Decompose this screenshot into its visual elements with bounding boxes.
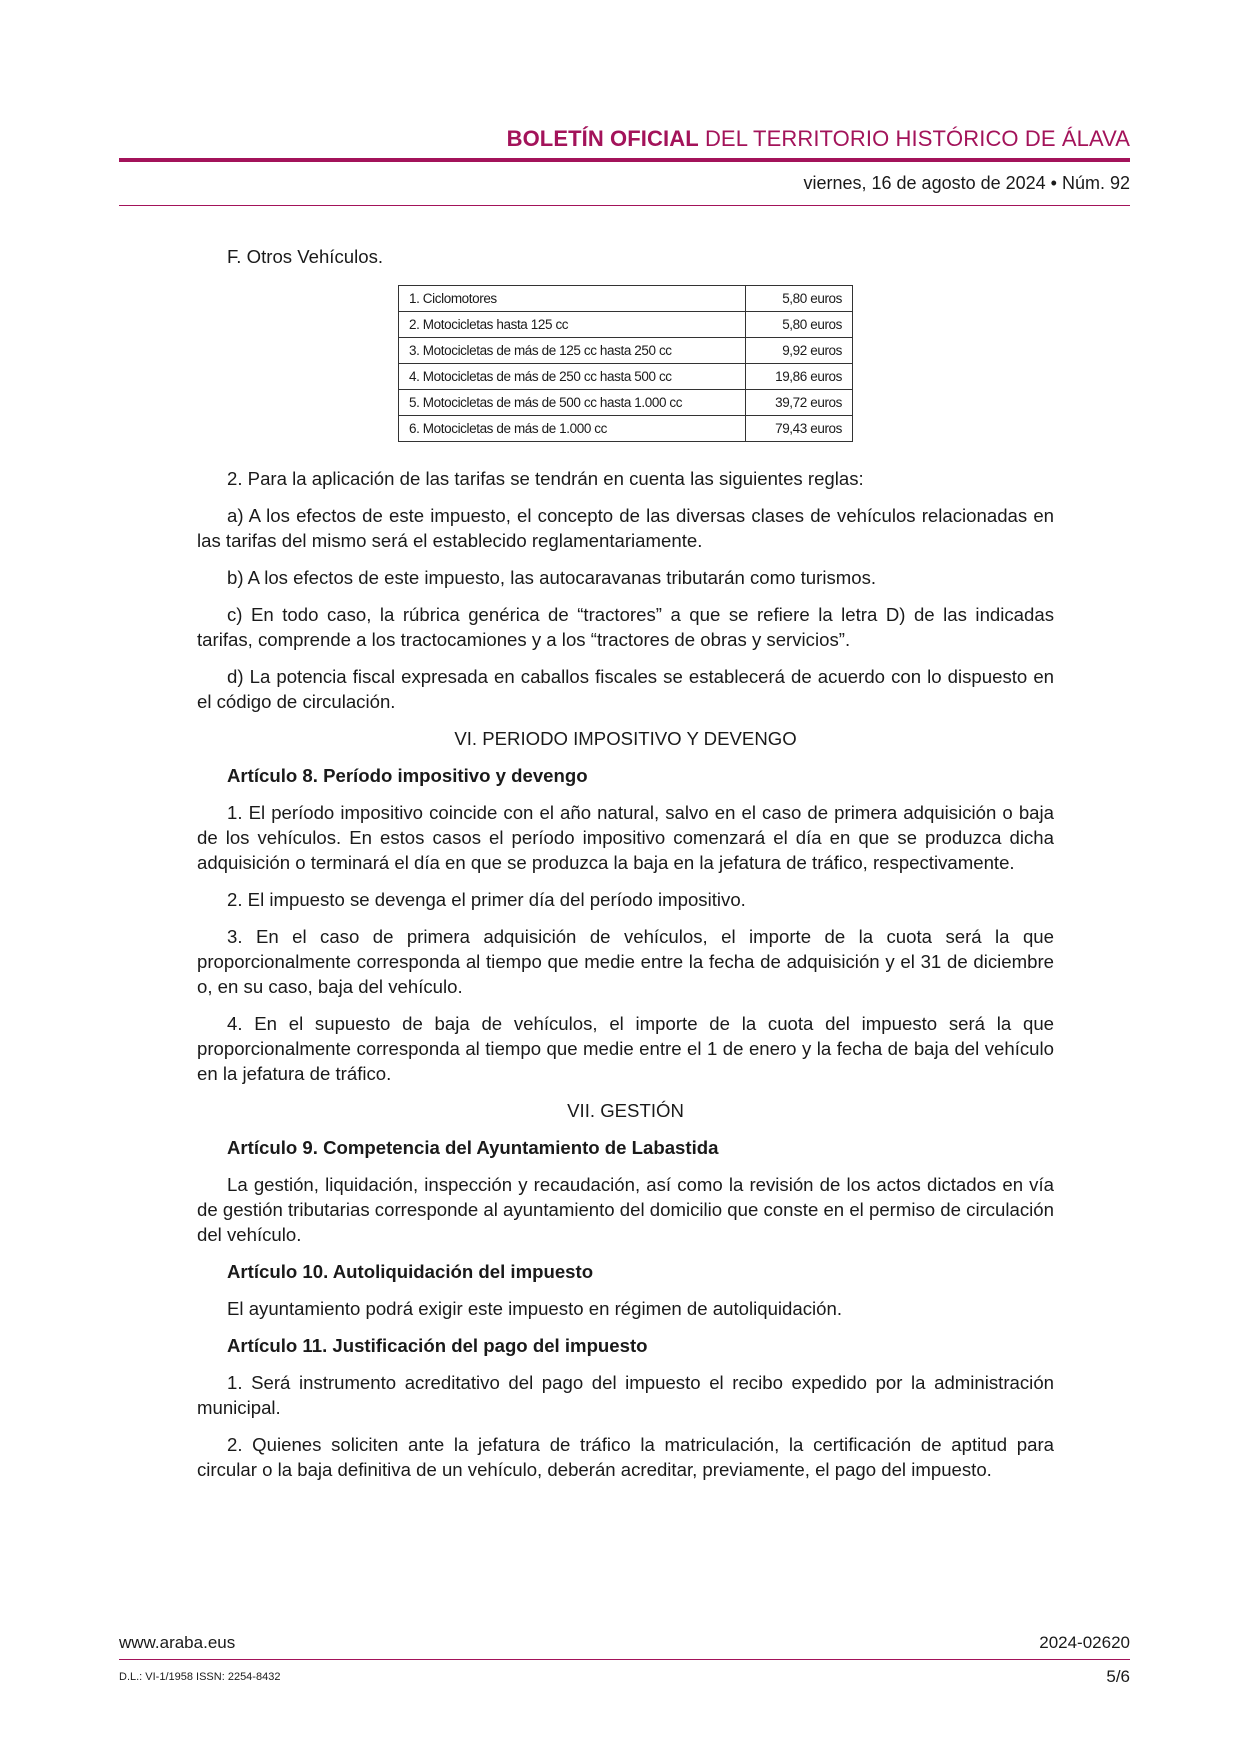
paragraph-rule-d: d) La potencia fiscal expresada en caballos fiscales se establecerá de acuerdo con lo dispuesto en el código de circulación.: [197, 666, 1054, 712]
article-9-title: Artículo 9. Competencia del Ayuntamiento de Labastida: [227, 1137, 719, 1158]
tariff-row: [399, 338, 853, 364]
article-10-paragraph-1: El ayuntamiento podrá exigir este impuesto en régimen de autoliquidación.: [227, 1298, 843, 1319]
footer-divider: [119, 1659, 1130, 1660]
article-11-paragraph-2: 2. Quienes soliciten ante la jefatura de tráfico la matriculación, la certificación de aptitud para circular o la baja definitiva de un vehículo, deberán acreditar, previamente, el pago del impuesto.: [197, 1434, 1054, 1480]
tariff-description: 2. Motocicletas hasta 125 cc: [399, 312, 746, 338]
page-number: 5/6: [1106, 1667, 1130, 1686]
paragraph-rule-c: c) En todo caso, la rúbrica genérica de “tractores” a que se refiere la letra D) de las indicadas tarifas, comprende a los tractocamiones y a los “tractores de obras y servicios”.: [197, 604, 1054, 650]
tariff-table: [398, 285, 853, 442]
legal-deposit: D.L.: VI-1/1958 ISSN: 2254-8432: [119, 1671, 281, 1683]
section-heading-vi: VI. PERIODO IMPOSITIVO Y DEVENGO: [454, 728, 797, 749]
footer-bottom-row: [119, 1667, 1130, 1687]
tariff-amount: 5,80 euros: [746, 286, 853, 312]
article-9-paragraph-1: La gestión, liquidación, inspección y recaudación, así como la revisión de los actos dictados en vía de gestión tributarias corresponde al ayuntamiento del domicilio que conste en el permiso de circulación del vehículo.: [197, 1174, 1054, 1245]
page-footer: [119, 1632, 1130, 1687]
section-heading-vii: VII. GESTIÓN: [567, 1100, 684, 1121]
article-10-title: Artículo 10. Autoliquidación del impuesto: [227, 1261, 594, 1282]
footer-top-row: [119, 1632, 1130, 1654]
tariff-amount: 9,92 euros: [746, 338, 853, 364]
tariff-row: [399, 416, 853, 442]
tariff-description: 3. Motocicletas de más de 125 cc hasta 250 cc: [399, 338, 746, 364]
tariff-row: [399, 364, 853, 390]
document-body: [197, 244, 1054, 1494]
article-8-paragraph-3: 3. En el caso de primera adquisición de vehículos, el importe de la cuota será la que proporcionalmente corresponda al tiempo que medie entre la fecha de adquisición y el 31 de diciembre o, en su caso, baja del vehículo.: [197, 926, 1054, 997]
section-f-label: F. Otros Vehículos.: [227, 246, 384, 267]
tariff-description: 6. Motocicletas de más de 1.000 cc: [399, 416, 746, 442]
tariff-row: [399, 390, 853, 416]
tariff-row: [399, 312, 853, 338]
bulletin-title-bold: BOLETÍN OFICIAL: [506, 126, 699, 151]
paragraph-rule-b: b) A los efectos de este impuesto, las autocaravanas tributarán como turismos.: [227, 567, 877, 588]
article-8-paragraph-2: 2. El impuesto se devenga el primer día del período impositivo.: [227, 889, 746, 910]
website-link[interactable]: www.araba.eus: [119, 1633, 236, 1652]
tariff-amount: 79,43 euros: [746, 416, 853, 442]
paragraph-rules-intro: 2. Para la aplicación de las tarifas se tendrán en cuenta las siguientes reglas:: [227, 468, 864, 489]
article-8-paragraph-4: 4. En el supuesto de baja de vehículos, el importe de la cuota del impuesto será la que proporcionalmente corresponda al tiempo que medie entre el 1 de enero y la fecha de baja del vehículo en la jefatura de tráfico.: [197, 1013, 1054, 1084]
header-divider-thin: [119, 205, 1130, 206]
article-11-title: Artículo 11. Justificación del pago del impuesto: [227, 1335, 648, 1356]
tariff-amount: 5,80 euros: [746, 312, 853, 338]
page-header: [119, 124, 1130, 206]
tariff-description: 4. Motocicletas de más de 250 cc hasta 500 cc: [399, 364, 746, 390]
document-number: 2024-02620: [1039, 1633, 1130, 1652]
bulletin-title: [119, 124, 1130, 154]
tariff-description: 5. Motocicletas de más de 500 cc hasta 1.000 cc: [399, 390, 746, 416]
issue-date-number: viernes, 16 de agosto de 2024 • Núm. 92: [803, 173, 1130, 193]
article-8-paragraph-1: 1. El período impositivo coincide con el año natural, salvo en el caso de primera adquisición o baja de los vehículos. En estos casos el período impositivo comenzará el día en que se produzca dicha adquisición o terminará el día en que se produzca la baja en la jefatura de tráfico, respectivamente.: [197, 802, 1054, 873]
bulletin-title-rest: DEL TERRITORIO HISTÓRICO DE ÁLAVA: [698, 126, 1130, 151]
paragraph-rule-a: a) A los efectos de este impuesto, el concepto de las diversas clases de vehículos relacionadas en las tarifas del mismo será el establecido reglamentariamente.: [197, 505, 1054, 551]
tariff-row: [399, 286, 853, 312]
article-8-title: Artículo 8. Período impositivo y devengo: [227, 765, 588, 786]
tariff-amount: 39,72 euros: [746, 390, 853, 416]
article-11-paragraph-1: 1. Será instrumento acreditativo del pago del impuesto el recibo expedido por la administración municipal.: [197, 1372, 1054, 1418]
tariff-amount: 19,86 euros: [746, 364, 853, 390]
tariff-description: 1. Ciclomotores: [399, 286, 746, 312]
header-divider-thick: [119, 158, 1130, 162]
